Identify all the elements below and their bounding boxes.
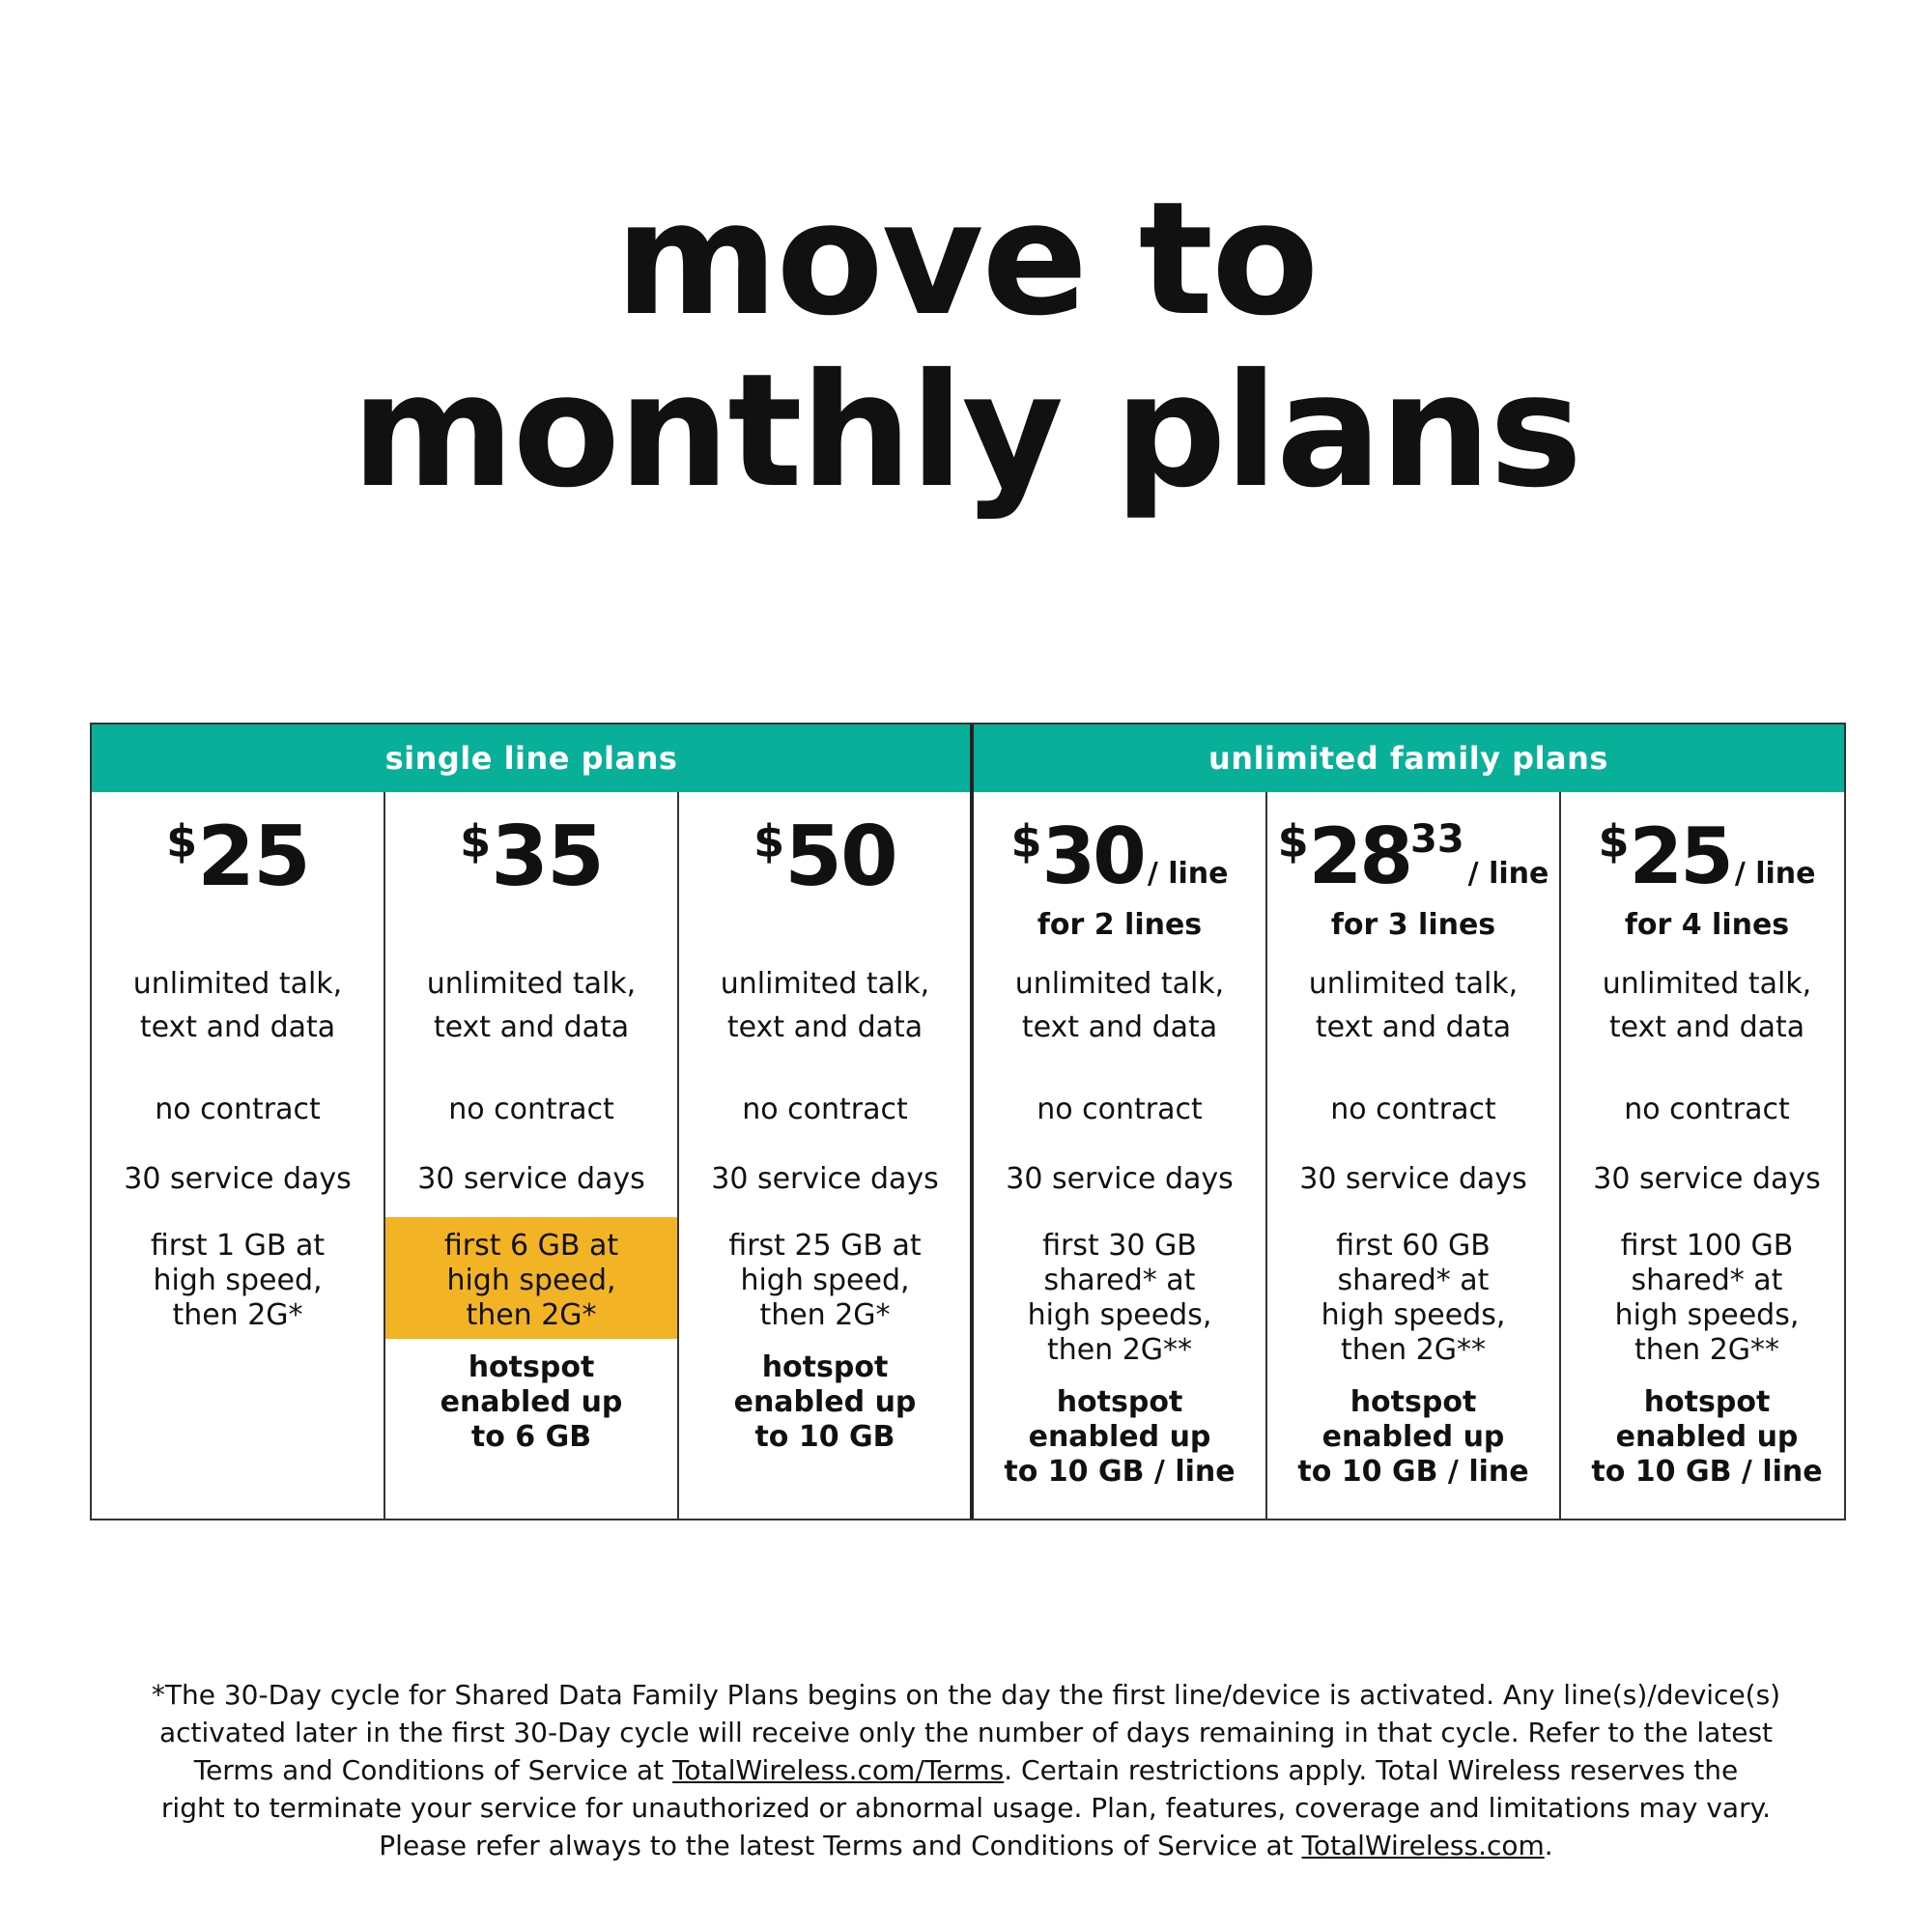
price-per-line: / line (1147, 857, 1229, 891)
plan-feature-contract: no contract (742, 1093, 908, 1126)
footnote-line: right to terminate your service for unauthorized or abnormal usage. Plan, features, coverage and limitations may vary. (160, 1792, 1772, 1824)
feature-text: to 6 GB (470, 1420, 592, 1454)
feature-text: shared* at (1337, 1264, 1490, 1297)
plan-feature-talk (1561, 962, 1853, 1049)
feature-text: hotspot (1643, 1385, 1771, 1419)
feature-text: unlimited talk, (720, 967, 930, 1001)
price-per-line: / line (1467, 857, 1549, 891)
feature-text: then 2G** (1340, 1333, 1487, 1367)
plan-feature-hotspot (385, 1350, 677, 1455)
feature-text: unlimited talk, (132, 967, 343, 1001)
currency-symbol: $ (1598, 815, 1630, 867)
plan-feature-talk (974, 962, 1265, 1049)
headline-line-1: move to (614, 169, 1318, 351)
plan-feature-contract: no contract (448, 1093, 614, 1126)
plan-feature-hotspot (974, 1385, 1265, 1490)
plan-feature-days: 30 service days (1593, 1162, 1821, 1196)
feature-text: to 10 GB / line (1004, 1455, 1236, 1489)
feature-text: text and data (433, 1010, 630, 1044)
feature-text: then 2G* (172, 1298, 303, 1332)
feature-text: first 30 GB (1042, 1229, 1197, 1263)
plan-feature-days: 30 service days (1006, 1162, 1234, 1196)
plan-column-50 (679, 792, 971, 1519)
feature-text: high speeds, (1027, 1298, 1212, 1332)
footnote-text: Terms and Conditions of Service at (193, 1754, 673, 1786)
feature-text: hotspot (468, 1350, 595, 1384)
plan-feature-data (1267, 1229, 1559, 1368)
plan-feature-hotspot (679, 1350, 971, 1455)
price-amount: 30 (1041, 811, 1144, 901)
feature-text: first 60 GB (1336, 1229, 1491, 1263)
price-amount: 28 (1308, 811, 1410, 901)
plan-feature-data (974, 1229, 1265, 1368)
feature-text: first 6 GB at (443, 1229, 619, 1263)
plan-feature-days: 30 service days (417, 1162, 645, 1196)
feature-text: unlimited talk, (1308, 967, 1519, 1001)
headline-line-2: monthly plans (351, 341, 1581, 523)
plan-column-family-2-lines (974, 792, 1265, 1519)
plan-feature-days: 30 service days (711, 1162, 939, 1196)
plan-feature-talk (92, 962, 384, 1049)
feature-text: high speed, (740, 1264, 910, 1297)
plan-column-family-3-lines (1267, 792, 1559, 1519)
plan-price (1561, 813, 1853, 900)
feature-text: hotspot (761, 1350, 889, 1384)
feature-text: high speed, (153, 1264, 323, 1297)
footnote-text: Please refer always to the latest Terms and Conditions of Service at (379, 1830, 1302, 1861)
plan-feature-talk (1267, 962, 1559, 1049)
feature-text: high speed, (446, 1264, 616, 1297)
terms-link[interactable]: TotalWireless.com/Terms (672, 1754, 1005, 1786)
feature-text: enabled up (1321, 1420, 1505, 1454)
feature-text: then 2G* (759, 1298, 891, 1332)
plan-lines-count: for 4 lines (1624, 908, 1790, 942)
plans-table (90, 723, 1846, 1520)
feature-text: enabled up (1028, 1420, 1211, 1454)
feature-text: high speeds, (1321, 1298, 1506, 1332)
feature-text: then 2G* (466, 1298, 597, 1332)
plan-price (1267, 813, 1559, 900)
website-link[interactable]: TotalWireless.com (1301, 1830, 1545, 1861)
single-line-plans-header: single line plans (92, 724, 971, 792)
price-amount: 25 (197, 809, 309, 905)
feature-text: text and data (139, 1010, 336, 1044)
plan-feature-data (1561, 1229, 1853, 1368)
plan-column-25 (92, 792, 384, 1519)
plan-price (92, 809, 384, 905)
feature-text: first 25 GB at (728, 1229, 922, 1263)
footnote-line: activated later in the first 30-Day cycle will receive only the number of days remaining in that cycle. Refer to the latest (158, 1717, 1774, 1748)
plan-feature-days: 30 service days (1299, 1162, 1527, 1196)
feature-text: high speeds, (1614, 1298, 1800, 1332)
plan-feature-contract: no contract (1330, 1093, 1496, 1126)
feature-text: hotspot (1350, 1385, 1477, 1419)
footnote-text: . (1544, 1830, 1553, 1861)
plan-column-35 (385, 792, 677, 1519)
price-amount: 25 (1629, 811, 1731, 901)
feature-text: to 10 GB / line (1297, 1455, 1529, 1489)
plan-feature-contract: no contract (1037, 1093, 1203, 1126)
plan-feature-hotspot (1561, 1385, 1853, 1490)
price-cents: 33 (1410, 817, 1464, 862)
plan-feature-hotspot (1267, 1385, 1559, 1490)
price-per-line: / line (1734, 857, 1816, 891)
currency-symbol: $ (753, 815, 785, 867)
feature-text: shared* at (1631, 1264, 1783, 1297)
plan-lines-count: for 3 lines (1330, 908, 1496, 942)
plan-feature-talk (385, 962, 677, 1049)
feature-text: hotspot (1056, 1385, 1183, 1419)
feature-text: text and data (1608, 1010, 1805, 1044)
feature-text: shared* at (1043, 1264, 1196, 1297)
plan-feature-contract: no contract (1624, 1093, 1790, 1126)
currency-symbol: $ (460, 815, 492, 867)
plan-column-family-4-lines (1561, 792, 1853, 1519)
plan-lines-count: for 2 lines (1037, 908, 1203, 942)
plan-feature-data (385, 1229, 677, 1333)
feature-text: first 100 GB (1620, 1229, 1794, 1263)
plan-price (679, 809, 971, 905)
feature-text: then 2G** (1046, 1333, 1193, 1367)
feature-text: unlimited talk, (426, 967, 637, 1001)
feature-text: then 2G** (1634, 1333, 1780, 1367)
feature-text: unlimited talk, (1602, 967, 1812, 1001)
feature-text: enabled up (1615, 1420, 1799, 1454)
plan-feature-days: 30 service days (124, 1162, 352, 1196)
plan-feature-contract: no contract (155, 1093, 321, 1126)
feature-text: first 1 GB at (150, 1229, 326, 1263)
unlimited-family-plans-header: unlimited family plans (973, 724, 1844, 792)
footnote-line (77, 1827, 1855, 1864)
plan-price (974, 813, 1265, 900)
feature-text: enabled up (440, 1385, 623, 1419)
plan-price (385, 809, 677, 905)
feature-text: to 10 GB (754, 1420, 895, 1454)
feature-text: to 10 GB / line (1591, 1455, 1823, 1489)
plan-feature-data (679, 1229, 971, 1333)
currency-symbol: $ (1010, 815, 1042, 867)
feature-text: enabled up (733, 1385, 917, 1419)
footnote (77, 1676, 1855, 1864)
price-amount: 50 (784, 809, 896, 905)
price-amount: 35 (491, 809, 603, 905)
plan-feature-talk (679, 962, 971, 1049)
feature-text: unlimited talk, (1014, 967, 1225, 1001)
currency-symbol: $ (166, 815, 198, 867)
currency-symbol: $ (1277, 815, 1309, 867)
feature-text: text and data (1315, 1010, 1512, 1044)
footnote-line: *The 30-Day cycle for Shared Data Family Plans begins on the day the first line/device is activated. Any line(s)/device(s) (151, 1679, 1781, 1711)
plan-feature-data (92, 1229, 384, 1333)
footnote-text: . Certain restrictions apply. Total Wireless reserves the (1004, 1754, 1739, 1786)
footnote-line (77, 1751, 1855, 1789)
feature-text: text and data (726, 1010, 923, 1044)
feature-text: text and data (1021, 1010, 1218, 1044)
